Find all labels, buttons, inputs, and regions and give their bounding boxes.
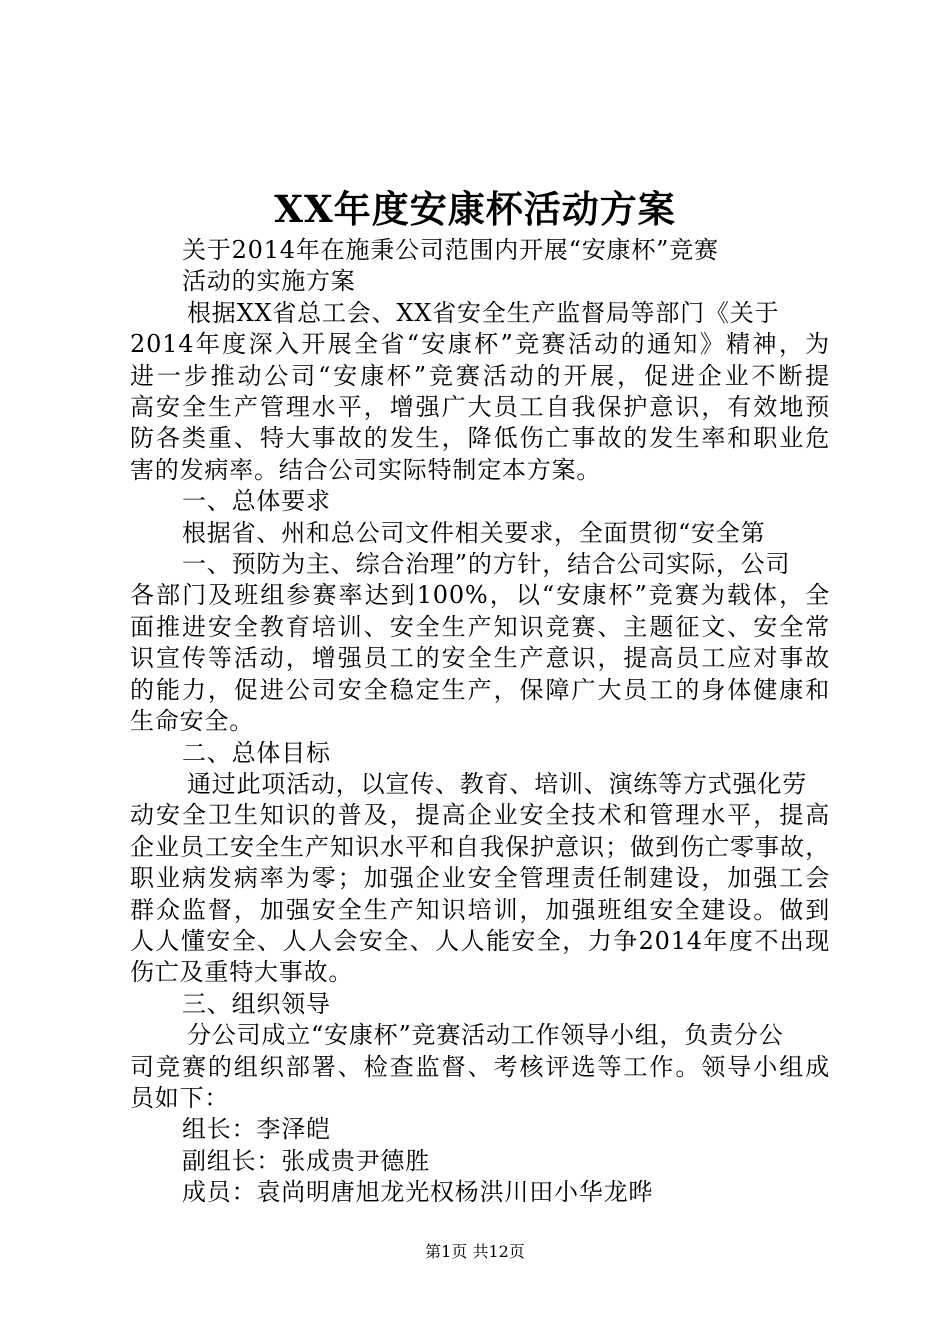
- body-line: 识宣传等活动，增强员工的安全生产意识，提高员工应对事故: [130, 644, 830, 673]
- body-line: 职业病发病率为零；加强企业安全管理责任制建设，加强工会: [130, 864, 830, 893]
- body-line: 活动的实施方案: [182, 267, 356, 296]
- body-line: 面推进安全教育培训、安全生产知识竞赛、主题征文、安全常: [130, 612, 830, 641]
- document-body: [130, 235, 830, 1209]
- body-line: 害的发病率。结合公司实际特制定本方案。: [130, 455, 602, 484]
- body-line: 司竞赛的组织部署、检查监督、考核评选等工作。领导小组成: [130, 1052, 830, 1081]
- body-line: 动安全卫生知识的普及，提高企业安全技术和管理水平，提高: [130, 801, 830, 830]
- body-line: 员如下：: [130, 1083, 230, 1112]
- body-line: 的能力，促进公司安全稳定生产，保障广大员工的身体健康和: [130, 675, 830, 704]
- body-line: 人人懂安全、人人会安全、人人能安全，力争2014年度不出现: [130, 926, 830, 955]
- body-line: 根据省、州和总公司文件相关要求，全面贯彻“安全第: [182, 518, 766, 547]
- body-line: 生命安全。: [130, 707, 254, 736]
- body-line: 防各类重、特大事故的发生，降低伤亡事故的发生率和职业危: [130, 424, 830, 453]
- body-line: 进一步推动公司“安康杯”竞赛活动的开展，促进企业不断提: [130, 361, 830, 390]
- body-line: 一、总体要求: [182, 487, 331, 516]
- body-line: 分公司成立“安康杯”竞赛活动工作领导小组，负责分公: [187, 1021, 784, 1050]
- body-line: 一、预防为主、综合治理”的方针，结合公司实际，公司: [182, 550, 791, 579]
- body-line: 企业员工安全生产知识水平和自我保护意识；做到伤亡零事故，: [130, 832, 830, 861]
- body-line: 通过此项活动，以宣传、教育、培训、演练等方式强化劳: [187, 769, 807, 798]
- body-line: 各部门及班组参赛率达到100%，以“安康杯”竞赛为载体，全: [130, 581, 830, 610]
- body-line: 二、总体目标: [182, 738, 331, 767]
- page-footer: 第1页 共12页: [425, 1242, 525, 1261]
- body-line: 关于2014年在施秉公司范围内开展“安康杯”竞赛: [182, 236, 719, 264]
- body-line: 根据XX省总工会、XX省安全生产监督局等部门《关于: [187, 298, 780, 327]
- body-line: 组长：李泽皑: [182, 1115, 331, 1144]
- document-title: XX年度安康杯活动方案: [274, 187, 676, 231]
- body-line: 伤亡及重特大事故。: [130, 958, 354, 987]
- body-line: 2014年度深入开展全省“安康杯”竞赛活动的通知》精神，为: [130, 330, 830, 359]
- body-line: 三、组织领导: [182, 989, 331, 1018]
- body-line: 副组长：张成贵尹德胜: [182, 1146, 430, 1175]
- body-line: 群众监督，加强安全生产知识培训，加强班组安全建设。做到: [130, 895, 830, 924]
- body-line: 成员：袁尚明唐旭龙光权杨洪川田小华龙晔: [182, 1178, 654, 1207]
- body-line: 高安全生产管理水平，增强广大员工自我保护意识，有效地预: [130, 393, 830, 422]
